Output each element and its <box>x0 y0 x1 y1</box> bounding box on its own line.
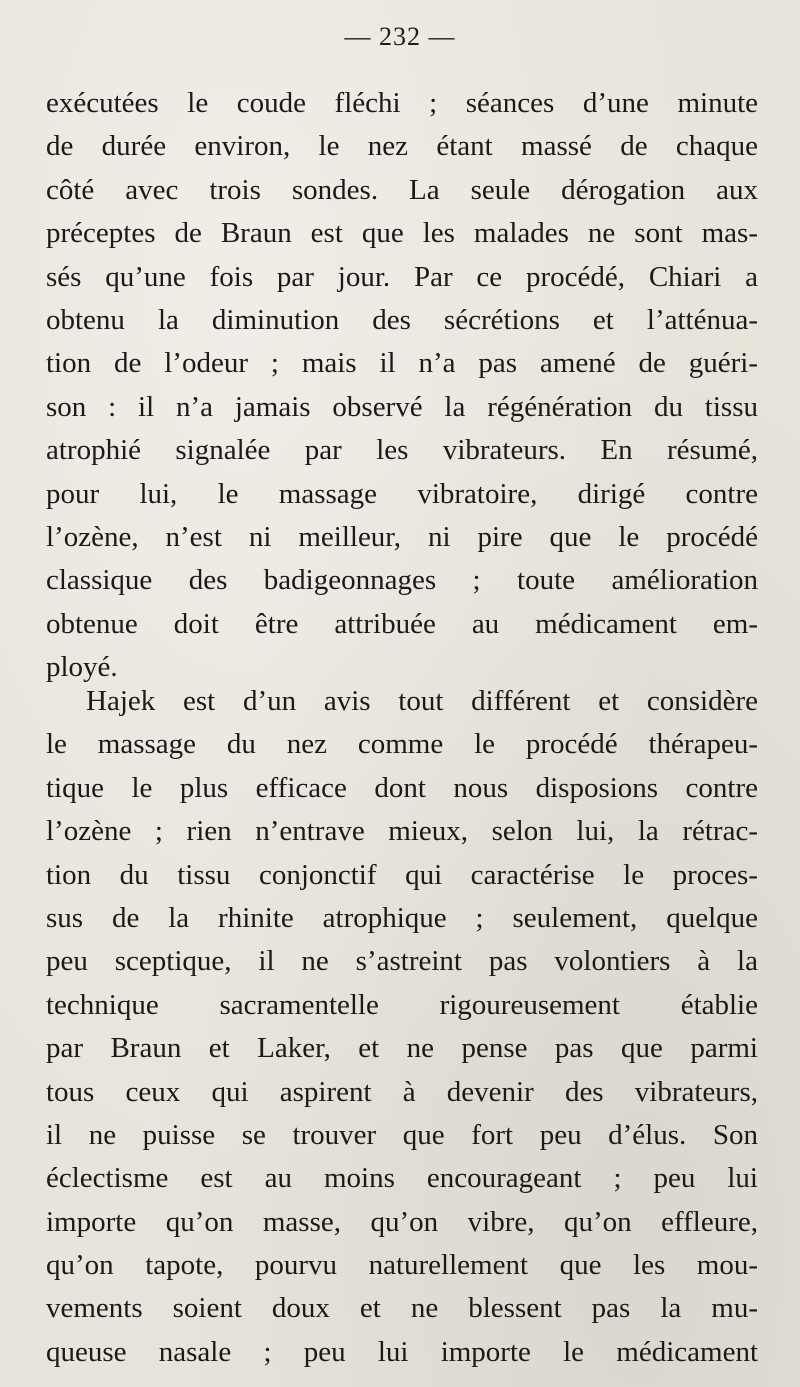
text-line: sés qu’une fois par jour. Par ce procédé, Chiari a <box>46 260 758 293</box>
text-line: obtenue doit être attribuée au médicament em- <box>46 607 758 640</box>
paragraph-2 <box>46 680 758 1374</box>
text-line: exécutées le coude fléchi ; séances d’une minute <box>46 87 758 119</box>
text-line: sus de la rhinite atrophique ; seulement, quelque <box>46 901 758 934</box>
page-number: — 232 — <box>344 22 456 51</box>
text-line: le massage du nez comme le procédé thérapeu- <box>46 728 758 761</box>
text-line: queuse nasale ; peu lui importe le médicament <box>46 1335 758 1368</box>
text-line: technique sacramentelle rigoureusement établie <box>46 988 758 1021</box>
text-line: de durée environ, le nez étant massé de chaque <box>46 130 758 163</box>
paragraph-1 <box>46 82 758 689</box>
text-line: côté avec trois sondes. La seule dérogation aux <box>46 173 758 206</box>
text-line: qu’on tapote, pourvu naturellement que les mou- <box>46 1249 758 1282</box>
text-line: atrophié signalée par les vibrateurs. En résumé, <box>46 434 758 467</box>
text-line: vements soient doux et ne blessent pas la mu- <box>46 1292 758 1325</box>
text-line: préceptes de Braun est que les malades ne sont mas- <box>46 217 758 250</box>
text-line: éclectisme est au moins encourageant ; peu lui <box>46 1162 758 1195</box>
text-line: son : il n’a jamais observé la régénération du tissu <box>46 390 758 423</box>
text-line: tique le plus efficace dont nous disposions contre <box>46 771 758 804</box>
text-line: ployé. <box>46 651 118 684</box>
text-line: par Braun et Laker, et ne pense pas que parmi <box>46 1032 758 1065</box>
text-line: Hajek est d’un avis tout différent et considère <box>86 685 758 717</box>
text-line: importe qu’on masse, qu’on vibre, qu’on effleure, <box>46 1205 758 1238</box>
text-line: l’ozène ; rien n’entrave mieux, selon lui, la rétrac- <box>46 815 758 848</box>
text-line: tous ceux qui aspirent à devenir des vibrateurs, <box>46 1075 758 1108</box>
text-line: l’ozène, n’est ni meilleur, ni pire que le procédé <box>46 520 758 553</box>
text-line: obtenu la diminution des sécrétions et l’atténua- <box>46 303 758 336</box>
text-line: tion du tissu conjonctif qui caractérise le proces- <box>46 858 758 891</box>
text-line: classique des badigeonnages ; toute amélioration <box>46 564 758 597</box>
text-line: tion de l’odeur ; mais il n’a pas amené de guéri- <box>46 347 758 380</box>
text-line: pour lui, le massage vibratoire, dirigé contre <box>46 477 758 510</box>
text-line: il ne puisse se trouver que fort peu d’élus. Son <box>46 1118 758 1151</box>
text-line: peu sceptique, il ne s’astreint pas volontiers à la <box>46 945 758 978</box>
